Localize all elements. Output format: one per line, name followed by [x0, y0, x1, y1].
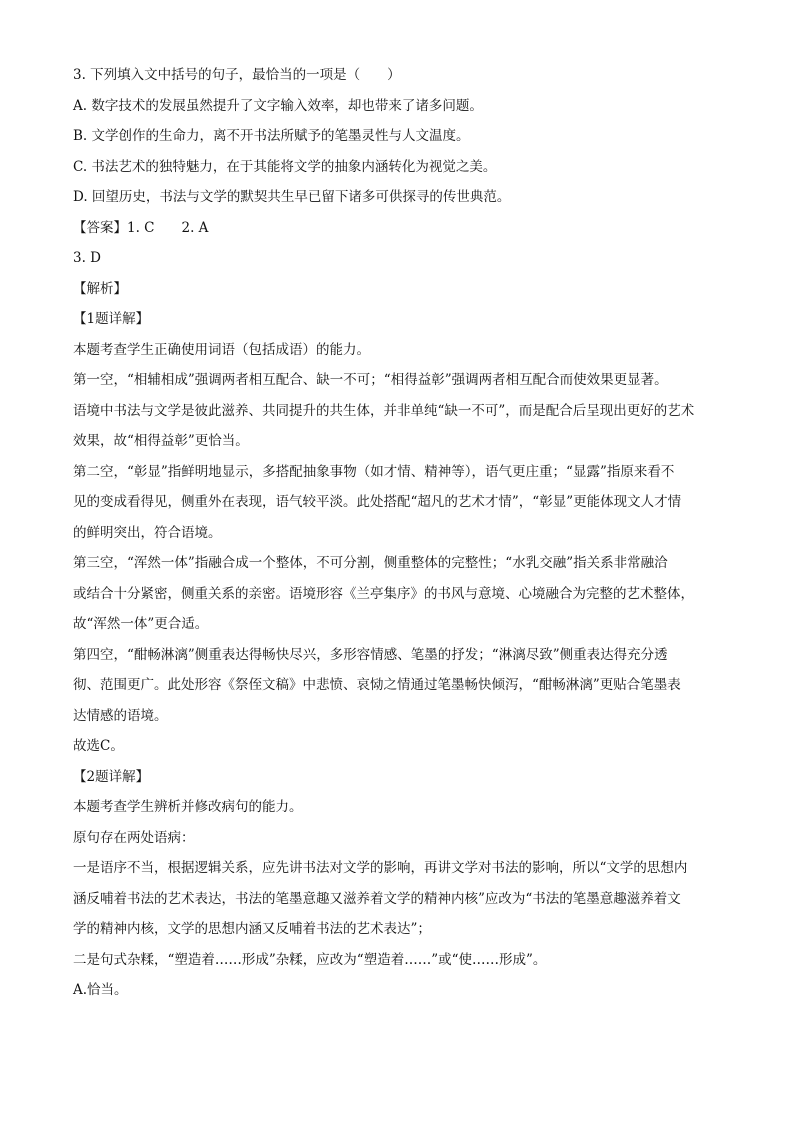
paragraph-line: 第二空，“彰显”指鲜明地显示，多搭配抽象事物（如才情、精神等），语气更庄重；“显露”指原来看不 — [73, 463, 675, 480]
paragraph-line: 的鲜明突出，符合语境。 — [73, 524, 222, 541]
paragraph-line: 故“浑然一体”更合适。 — [73, 616, 209, 632]
paragraph-line: 第四空，“酣畅淋漓”侧重表达得畅快尽兴，多形容情感、笔墨的抒发；“淋漓尽致”侧重表达得充分透 — [73, 646, 668, 663]
paragraph-line: 一是语序不当，根据逻辑关系，应先讲书法对文学的影响，再讲文学对书法的影响，所以“文学的思想内 — [73, 860, 688, 876]
paragraph-line: 涵反哺着书法的艺术表达，书法的笔墨意趣又滋养着文学的精神内核”应改为“书法的笔墨意趣滋养着文 — [73, 890, 681, 907]
paragraph-line: 学的精神内核，文学的思想内涵又反哺着书法的艺术表达”； — [73, 921, 431, 937]
conclusion-line: 故选C。 — [73, 738, 124, 754]
paragraph-line: 第一空，“相辅相成”强调两者相互配合、缺一不可；“相得益彰”强调两者相互配合而使效果更显著。 — [73, 372, 668, 388]
paragraph-line: 第三空，“浑然一体”指融合成一个整体，不可分割，侧重整体的完整性；“水乳交融”指关系非常融洽 — [73, 555, 668, 571]
option-b: B. 文学创作的生命力，离不开书法所赋予的笔墨灵性与人文温度。 — [73, 128, 470, 144]
paragraph-line: 原句存在两处语病： — [73, 829, 195, 846]
paragraph-line: 二是句式杂糅，“塑造着……形成”杂糅，应改为“塑造着……”或“使……形成”。 — [73, 951, 547, 968]
paragraph-line: 达情感的语境。 — [73, 707, 168, 724]
detail-1-heading: 【1题详解】 — [73, 311, 150, 327]
answer-line-3: 3. D — [73, 250, 101, 266]
question-3-stem: 3. 下列填入文中括号的句子，最恰当的一项是（ ） — [73, 67, 401, 83]
option-c: C. 书法艺术的独特魅力，在于其能将文学的抽象内涵转化为视觉之美。 — [73, 158, 497, 175]
paragraph-line: 彻、范围更广。此处形容《祭侄文稿》中悲愤、哀恸之情通过笔墨畅快倾泻，“酣畅淋漓”更贴合笔墨表 — [73, 677, 681, 693]
option-a: A. 数字技术的发展虽然提升了文字输入效率，却也带来了诸多问题。 — [73, 97, 483, 114]
paragraph-line: 见的变成看得见，侧重外在表现，语气较平淡。此处搭配“超凡的艺术才情”，“彰显”更能体现文人才情 — [73, 494, 682, 510]
option-a-verdict: A.恰当。 — [73, 982, 128, 998]
paragraph-line: 本题考查学生正确使用词语（包括成语）的能力。 — [73, 341, 370, 358]
paragraph-line: 效果，故“相得益彰”更恰当。 — [73, 433, 249, 449]
paragraph-line: 或结合十分紧密，侧重关系的亲密。语境形容《兰亭集序》的书风与意境、心境融合为完整的艺术整体， — [73, 585, 694, 602]
answer-line: 【答案】1. C 2. A — [73, 219, 209, 236]
analysis-heading: 【解析】 — [73, 280, 127, 297]
paragraph-line: 语境中书法与文学是彼此滋养、共同提升的共生体，并非单纯“缺一不可”，而是配合后呈现出更好的艺术 — [73, 402, 695, 419]
detail-2-heading: 【2题详解】 — [73, 768, 150, 785]
document-page — [73, 60, 728, 1006]
option-d: D. 回望历史，书法与文学的默契共生早已留下诸多可供探寻的传世典范。 — [73, 189, 511, 205]
paragraph-line: 本题考查学生辨析并修改病句的能力。 — [73, 799, 303, 815]
